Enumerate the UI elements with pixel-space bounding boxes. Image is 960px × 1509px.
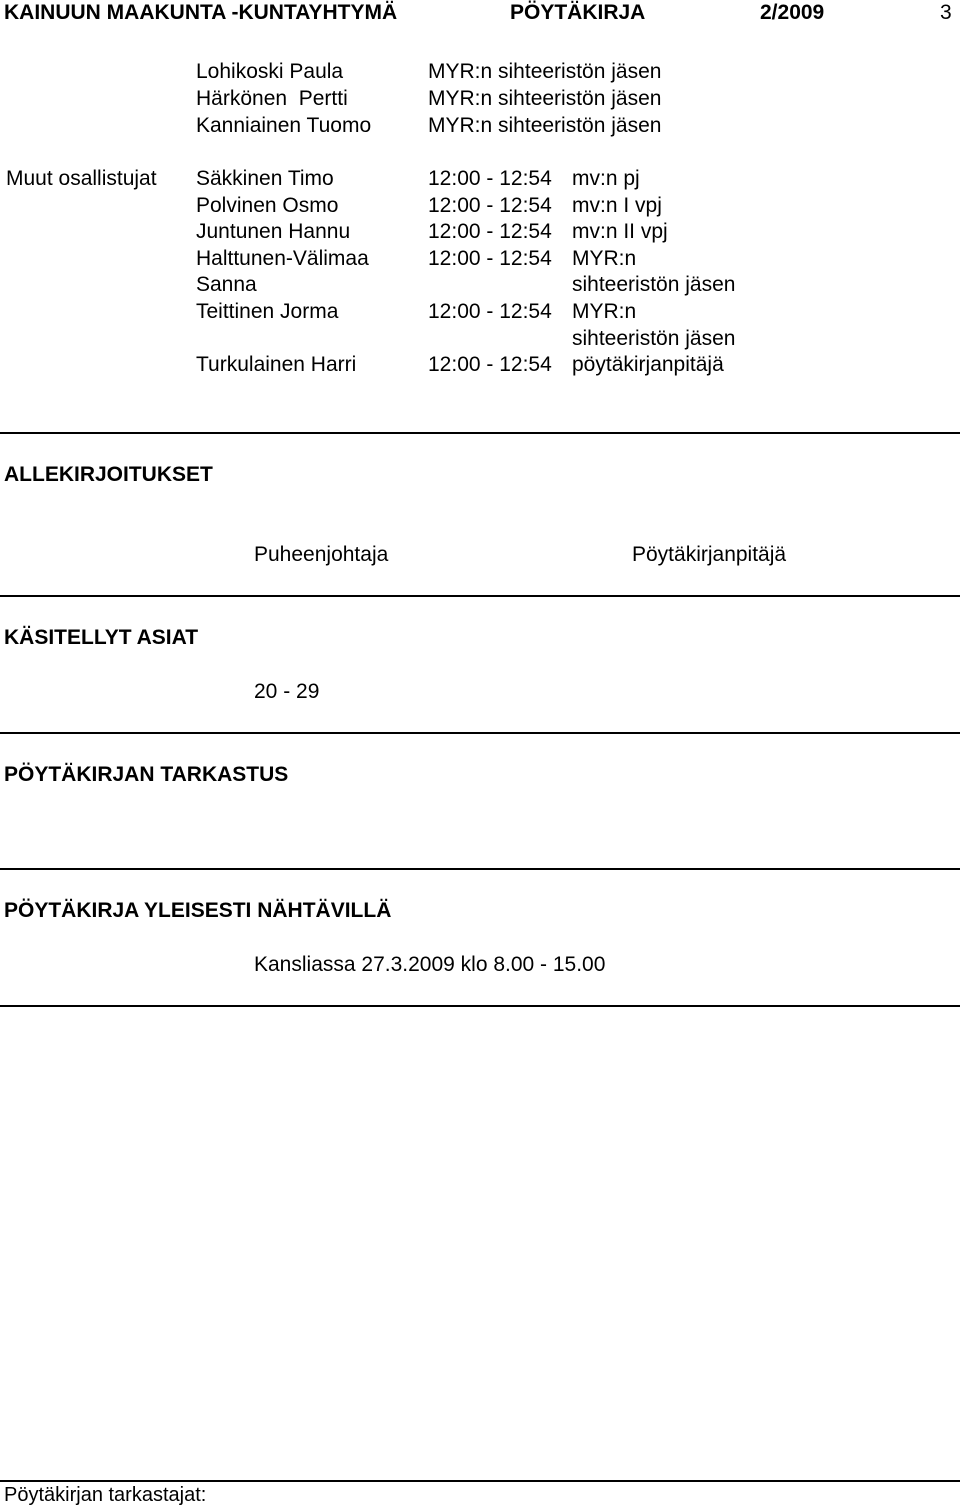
member-role: MYR:n sihteeristön jäsen xyxy=(428,60,662,83)
other-participants-label: Muut osallistujat xyxy=(6,167,157,190)
participant-time: 12:00 - 12:54 xyxy=(428,247,552,270)
document-number: 2/2009 xyxy=(760,1,825,24)
member-name: Härkönen Pertti xyxy=(196,87,348,110)
participant-row xyxy=(0,219,960,246)
participant-time: 12:00 - 12:54 xyxy=(428,167,552,190)
member-row xyxy=(0,59,960,86)
member-name: Kanniainen Tuomo xyxy=(196,114,372,137)
public-display-title: PÖYTÄKIRJA YLEISESTI NÄHTÄVILLÄ xyxy=(4,899,392,922)
participant-name: Sanna xyxy=(196,273,257,296)
participant-time: 12:00 - 12:54 xyxy=(428,194,552,217)
participant-name: Halttunen-Välimaa xyxy=(196,247,369,270)
participant-row xyxy=(0,193,960,220)
member-role: MYR:n sihteeristön jäsen xyxy=(428,87,662,110)
document-type: PÖYTÄKIRJA xyxy=(510,1,646,24)
organization-name: KAINUUN MAAKUNTA -KUNTAYHTYMÄ xyxy=(4,1,398,24)
participant-time: 12:00 - 12:54 xyxy=(428,220,552,243)
participant-name: Juntunen Hannu xyxy=(196,220,351,243)
section-divider xyxy=(0,868,960,870)
public-display-details: Kansliassa 27.3.2009 klo 8.00 - 15.00 xyxy=(254,953,606,976)
participant-row xyxy=(0,272,960,299)
participant-role: mv:n II vpj xyxy=(572,220,668,243)
participant-role: mv:n I vpj xyxy=(572,194,662,217)
participant-row xyxy=(0,246,960,273)
member-row xyxy=(0,86,960,113)
member-name: Lohikoski Paula xyxy=(196,60,344,83)
participant-role: MYR:n xyxy=(572,247,637,270)
review-title: PÖYTÄKIRJAN TARKASTUS xyxy=(4,763,289,786)
participant-name: Teittinen Jorma xyxy=(196,300,339,323)
participant-name: Turkulainen Harri xyxy=(196,353,357,376)
chair-signature-label: Puheenjohtaja xyxy=(254,543,389,566)
handled-items-range: 20 - 29 xyxy=(254,680,320,703)
handled-items-title: KÄSITELLYT ASIAT xyxy=(4,626,199,649)
page-number: 3 xyxy=(940,1,952,24)
participant-role: MYR:n xyxy=(572,300,637,323)
participant-row xyxy=(0,326,960,353)
participant-time: 12:00 - 12:54 xyxy=(428,300,552,323)
participant-role: pöytäkirjanpitäjä xyxy=(572,353,724,376)
reviewers-label: Pöytäkirjan tarkastajat: xyxy=(4,1484,207,1506)
participant-row xyxy=(0,299,960,326)
member-role: MYR:n sihteeristön jäsen xyxy=(428,114,662,137)
signatures-title: ALLEKIRJOITUKSET xyxy=(4,463,213,486)
participant-row xyxy=(0,166,960,193)
participant-time: 12:00 - 12:54 xyxy=(428,353,552,376)
section-divider xyxy=(0,432,960,434)
participant-role: sihteeristön jäsen xyxy=(572,273,736,296)
section-divider xyxy=(0,1005,960,1007)
section-divider xyxy=(0,732,960,734)
participant-name: Polvinen Osmo xyxy=(196,194,339,217)
secretary-signature-label: Pöytäkirjanpitäjä xyxy=(632,543,787,566)
member-row xyxy=(0,113,960,140)
section-divider xyxy=(0,595,960,597)
participant-row xyxy=(0,352,960,379)
participant-name: Säkkinen Timo xyxy=(196,167,334,190)
participant-role: sihteeristön jäsen xyxy=(572,327,736,350)
participant-role: mv:n pj xyxy=(572,167,640,190)
